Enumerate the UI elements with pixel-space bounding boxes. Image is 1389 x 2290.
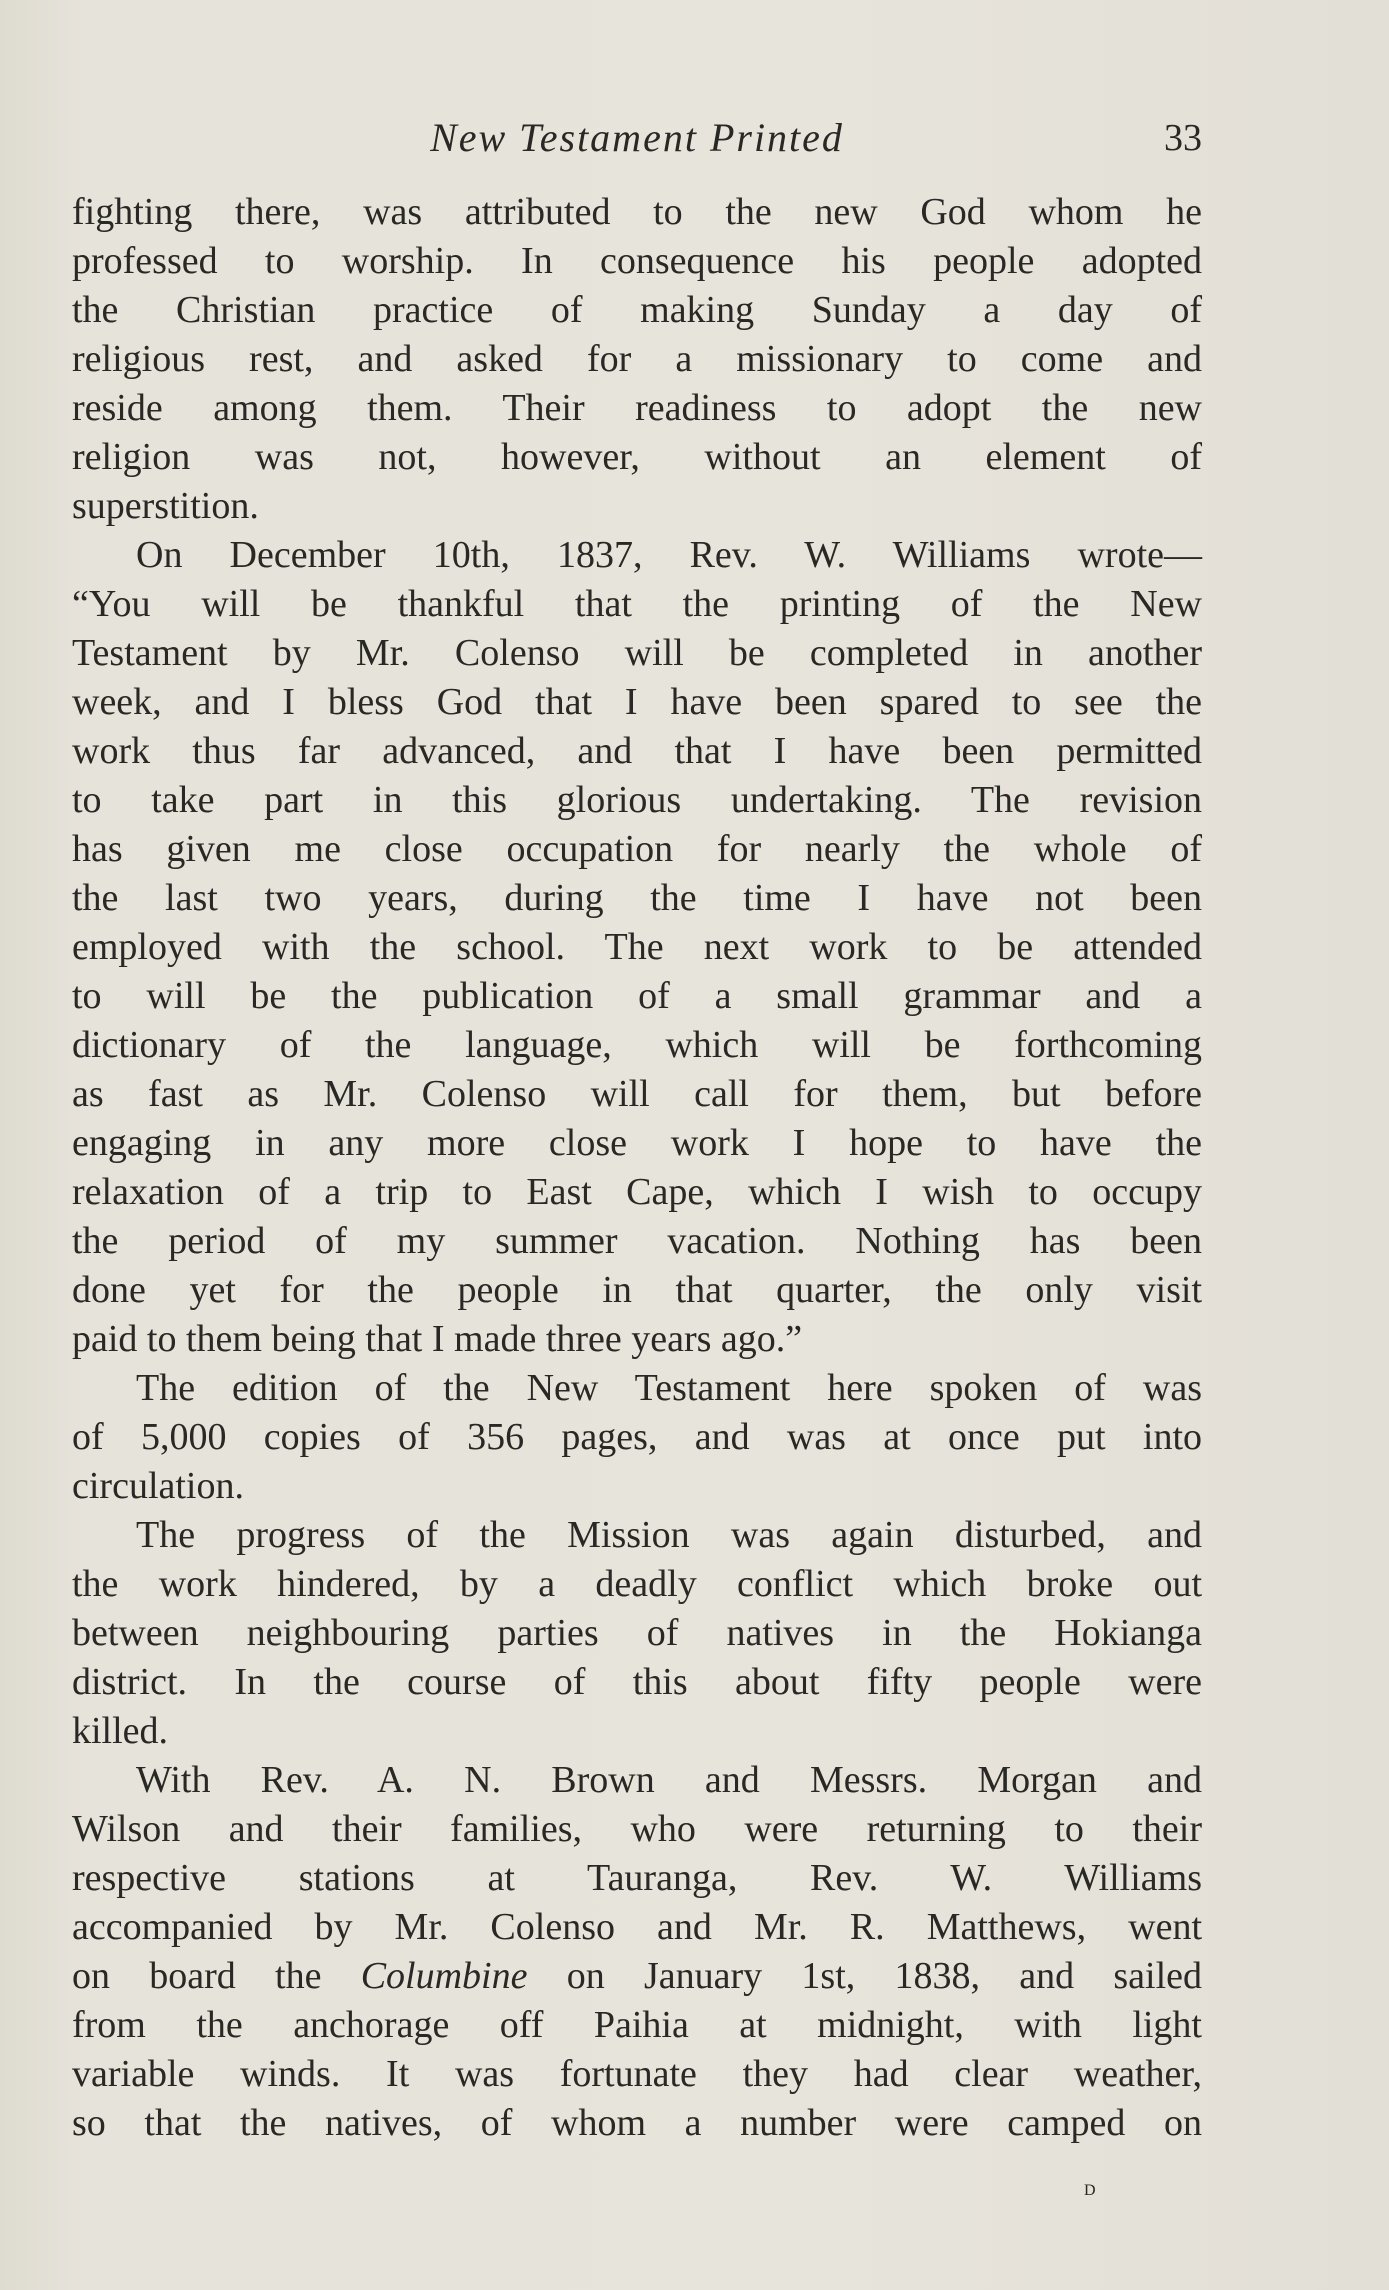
- text-line: dictionary of the language, which will be forthcoming: [72, 1024, 1202, 1066]
- text-line: employed with the school. The next work to be attended: [72, 926, 1202, 968]
- text-line: circulation.: [72, 1465, 244, 1507]
- running-title: New Testament Printed: [430, 115, 844, 160]
- text-line: between neighbouring parties of natives in the Hokianga: [72, 1612, 1202, 1654]
- text-line: [72, 1952, 1202, 2001]
- text-line: of 5,000 copies of 356 pages, and was at once put into: [72, 1416, 1202, 1458]
- text-line: to will be the publication of a small grammar and a: [72, 975, 1202, 1017]
- running-head: [72, 108, 1202, 168]
- text-line: religious rest, and asked for a missionary to come and: [72, 338, 1202, 380]
- text-line: respective stations at Tauranga, Rev. W. Williams: [72, 1857, 1202, 1899]
- text-line: the period of my summer vacation. Nothing has been: [72, 1220, 1202, 1262]
- text-line: superstition.: [72, 485, 259, 527]
- text-line: work thus far advanced, and that I have been permitted: [72, 730, 1202, 772]
- text-line: from the anchorage off Paihia at midnight, with light: [72, 2004, 1202, 2046]
- text-line: paid to them being that I made three years ago.”: [72, 1318, 803, 1360]
- text-line: accompanied by Mr. Colenso and Mr. R. Matthews, went: [72, 1906, 1202, 1948]
- text-line: the last two years, during the time I have not been: [72, 877, 1202, 919]
- text-line: relaxation of a trip to East Cape, which I wish to occupy: [72, 1171, 1202, 1213]
- text-line: the work hindered, by a deadly conflict which broke out: [72, 1563, 1202, 1605]
- text-line: so that the natives, of whom a number were camped on: [72, 2102, 1202, 2144]
- text-line: has given me close occupation for nearly the whole of: [72, 828, 1202, 870]
- text-line: With Rev. A. N. Brown and Messrs. Morgan and: [136, 1759, 1202, 1801]
- text-line: On December 10th, 1837, Rev. W. Williams wrote—: [136, 534, 1202, 576]
- ship-name: Columbine: [360, 1955, 528, 1997]
- text-line: reside among them. Their readiness to adopt the new: [72, 387, 1202, 429]
- text-segment: on board the: [72, 1955, 322, 1997]
- text-line: district. In the course of this about fifty people were: [72, 1661, 1202, 1703]
- signature-mark: D: [1084, 2182, 1097, 2199]
- text-line: Testament by Mr. Colenso will be completed in another: [72, 632, 1202, 674]
- text-line: religion was not, however, without an element of: [72, 436, 1202, 478]
- page-number: 33: [1164, 117, 1202, 159]
- text-line: Wilson and their families, who were returning to their: [72, 1808, 1202, 1850]
- text-line: professed to worship. In consequence his people adopted: [72, 240, 1202, 282]
- body-text: [72, 188, 1202, 2148]
- text-line: variable winds. It was fortunate they had clear weather,: [72, 2053, 1202, 2095]
- text-line: the Christian practice of making Sunday a day of: [72, 289, 1202, 331]
- text-line: week, and I bless God that I have been spared to see the: [72, 681, 1202, 723]
- text-line: to take part in this glorious undertaking. The revision: [72, 779, 1202, 821]
- text-line: as fast as Mr. Colenso will call for them, but before: [72, 1073, 1202, 1115]
- text-line: engaging in any more close work I hope to have the: [72, 1122, 1202, 1164]
- text-segment: on January 1st, 1838, and sailed: [566, 1955, 1202, 1997]
- text-line: The progress of the Mission was again disturbed, and: [136, 1514, 1202, 1556]
- text-line: fighting there, was attributed to the new God whom he: [72, 191, 1202, 233]
- text-line: The edition of the New Testament here spoken of was: [136, 1367, 1202, 1409]
- text-line: “You will be thankful that the printing of the New: [72, 583, 1202, 625]
- text-line: done yet for the people in that quarter, the only visit: [72, 1269, 1202, 1311]
- text-line: killed.: [72, 1710, 169, 1752]
